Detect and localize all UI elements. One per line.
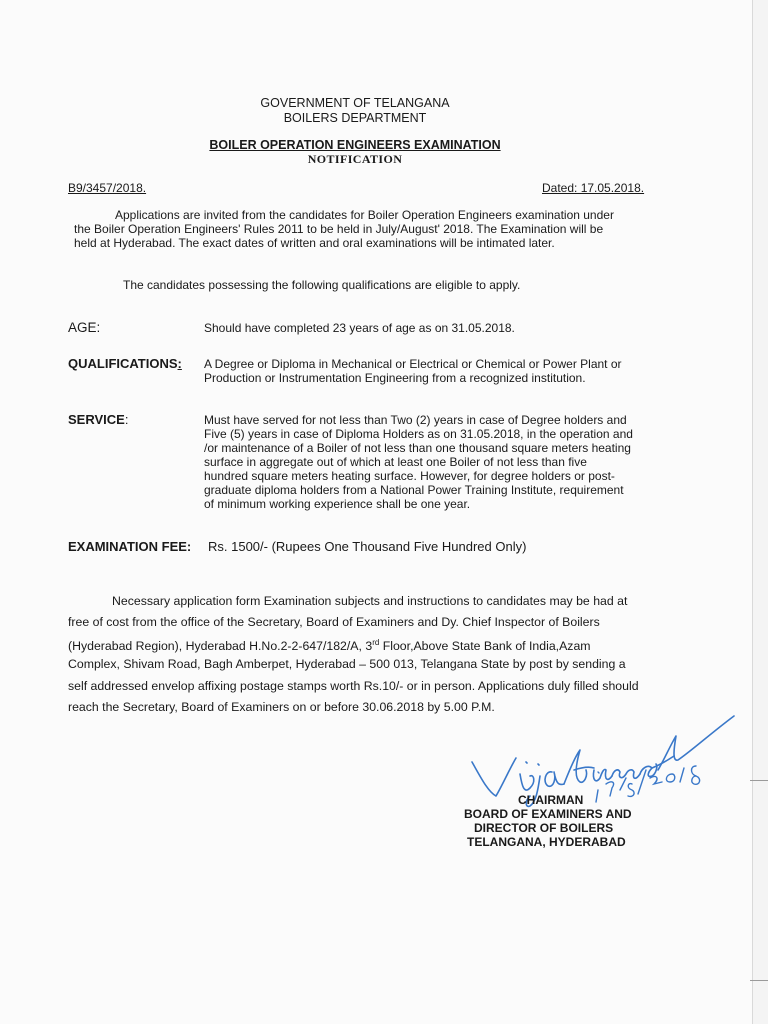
service-text-line-1: Must have served for not less than Two (2) years in case of Degree holders and — [204, 413, 627, 427]
service-text-line-4: surface in aggregate out of which at least one Boiler of not less than five — [204, 455, 587, 469]
department-line: BOILERS DEPARTMENT — [283, 111, 427, 125]
fee-label: EXAMINATION FEE: — [68, 539, 192, 554]
government-line: GOVERNMENT OF TELANGANA — [260, 96, 450, 110]
intro-line-2: the Boiler Operation Engineers' Rules 2011 to be held in July/August' 2018. The Examination will be — [74, 222, 604, 236]
qualifications-text-line-2: Production or Instrumentation Engineering from a recognized institution. — [204, 371, 586, 385]
application-line-5: self addressed envelop affixing postage stamps worth Rs.10/- or in person. Applications duly filled should — [68, 679, 639, 693]
service-text-line-7: of minimum working experience shall be one year. — [204, 497, 471, 511]
service-text-line-6: graduate diploma holders from a National Power Training Institute, requirement — [204, 483, 624, 497]
service-text-line-2: Five (5) years in case of Diploma Holders as on 31.05.2018, in the operation and — [204, 427, 633, 441]
application-line-1: Necessary application form Examination subjects and instructions to candidates may be had at — [112, 594, 628, 608]
scan-edge-mark — [750, 980, 768, 981]
signatory-location: TELANGANA, HYDERABAD — [467, 835, 626, 849]
service-text-line-5: hundred square meters heating surface. However, for degree holders or post- — [204, 469, 615, 483]
fee-text: Rs. 1500/- (Rupees One Thousand Five Hundred Only) — [208, 539, 527, 554]
qualifications-label: QUALIFICATIONS: — [68, 356, 182, 371]
age-label: AGE: — [68, 320, 101, 335]
reference-number: B9/3457/2018. — [68, 181, 147, 195]
intro-line-3: held at Hyderabad. The exact dates of written and oral examinations will be intimated later. — [74, 236, 555, 250]
signatory-director: DIRECTOR OF BOILERS — [474, 821, 614, 835]
application-line-4: Complex, Shivam Road, Bagh Amberpet, Hyderabad – 500 013, Telangana State by post by sending a — [68, 657, 626, 671]
page-title: BOILER OPERATION ENGINEERS EXAMINATION — [209, 138, 501, 152]
notification-subtitle: NOTIFICATION — [307, 152, 403, 166]
scan-edge-mark — [750, 780, 768, 781]
application-line-3: (Hyderabad Region), Hyderabad H.No.2-2-647/182/A, 3rd Floor,Above State Bank of India,Azam — [68, 638, 591, 654]
age-text: Should have completed 23 years of age as on 31.05.2018. — [204, 321, 515, 335]
service-text-line-3: /or maintenance of a Boiler of not less than one thousand square meters heating — [204, 441, 631, 455]
signatory-board: BOARD OF EXAMINERS AND — [464, 807, 632, 821]
service-label: SERVICE: — [68, 412, 129, 427]
application-line-6: reach the Secretary, Board of Examiners on or before 30.06.2018 by 5.00 P.M. — [68, 700, 495, 714]
signatory-title: CHAIRMAN — [518, 793, 584, 807]
application-line-2: free of cost from the office of the Secretary, Board of Examiners and Dy. Chief Inspector of Boilers — [68, 615, 600, 629]
eligibility-intro: The candidates possessing the following qualifications are eligible to apply. — [123, 278, 521, 292]
handwritten-signature — [450, 690, 750, 810]
qualifications-text-line-1: A Degree or Diploma in Mechanical or Electrical or Chemical or Power Plant or — [204, 357, 622, 371]
dated-line: Dated: 17.05.2018. — [542, 181, 645, 195]
intro-line-1: Applications are invited from the candidates for Boiler Operation Engineers examination under — [115, 208, 614, 222]
